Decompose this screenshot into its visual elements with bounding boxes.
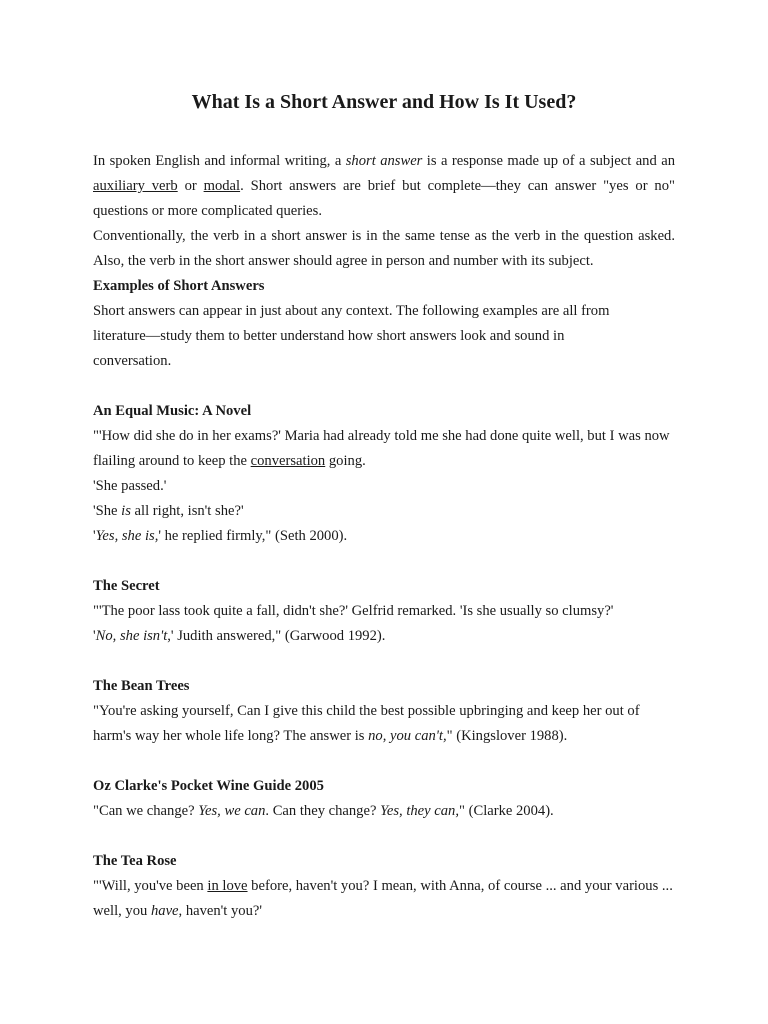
in-love-link[interactable]: in love (207, 878, 248, 894)
examples-paragraph: Short answers can appear in just about any context. The following examples are all from literature—study them to better understand how short answers look and sound in conversation. (93, 303, 610, 369)
secret-quote: "'The poor lass took quite a fall, didn't she?' Gelfrid remarked. 'Is she usually so clumsy?' (93, 603, 614, 619)
modal-link[interactable]: modal (203, 178, 241, 194)
quote-emphasis: no, you can't, (368, 728, 447, 744)
intro-text: is a response made up of a subject and an (422, 153, 675, 169)
document-body (93, 149, 675, 924)
quote-emphasis: have (150, 903, 179, 919)
quote-emphasis: is (121, 503, 131, 519)
page-title: What Is a Short Answer and How Is It Used? (191, 91, 577, 113)
equal-music-line (93, 499, 675, 524)
quote-text: "'Will, you've been (93, 878, 208, 894)
equal-music-heading: An Equal Music: A Novel (93, 403, 252, 419)
conversation-link[interactable]: conversation (250, 453, 326, 469)
oz-clarke-quote (93, 799, 675, 824)
convention-paragraph: Conventionally, the verb in a short answer is in the same tense as the verb in the question asked. Also, the verb in the short answer should agree in person and number with its subject. (93, 228, 675, 269)
secret-heading: The Secret (93, 578, 160, 594)
bean-trees-quote (93, 699, 675, 749)
intro-text: . Short answers are brief but complete—they can answer "yes or no" questions or more complicated queries. (93, 178, 675, 219)
quote-emphasis: Yes, she is, (95, 528, 159, 544)
quote-text: going. (325, 453, 366, 469)
quote-text: ' (93, 628, 96, 644)
quote-text: "Can we change? (93, 803, 199, 819)
quote-emphasis: No, she isn't (95, 628, 168, 644)
tea-rose-heading: The Tea Rose (93, 853, 177, 869)
quote-text: all right, isn't she?' (130, 503, 244, 519)
intro-text: or (177, 178, 204, 194)
short-answer-term: short answer (345, 153, 423, 169)
intro-text: In spoken English and informal writing, a (93, 153, 346, 169)
quote-text: " (Clarke 2004). (459, 803, 554, 819)
bean-trees-heading: The Bean Trees (93, 678, 190, 694)
quote-text: , haven't you?' (178, 903, 263, 919)
quote-text: 'She (93, 503, 122, 519)
quote-text: before, haven't you? I mean, with Anna, of course ... and your various ... well, you (93, 878, 673, 919)
equal-music-line: 'She passed.' (93, 478, 167, 494)
secret-line (93, 624, 675, 649)
quote-emphasis: Yes, we can (198, 803, 266, 819)
quote-text: "'How did she do in her exams?' Maria had already told me she had done quite well, but I was now flailing around to keep the (93, 428, 670, 469)
oz-clarke-heading: Oz Clarke's Pocket Wine Guide 2005 (93, 778, 324, 794)
intro-paragraph (93, 149, 675, 224)
tea-rose-quote (93, 874, 675, 924)
equal-music-quote (93, 424, 675, 474)
quote-text: ' he replied firmly," (Seth 2000). (158, 528, 348, 544)
quote-text: . Can they change? (265, 803, 381, 819)
quote-emphasis: Yes, they can, (380, 803, 459, 819)
quote-text: ' (93, 528, 96, 544)
quote-text: "You're asking yourself, Can I give this child the best possible upbringing and keep her out of harm's way her whole life long? The answer is (93, 703, 640, 744)
quote-text: " (Kingslover 1988). (446, 728, 568, 744)
examples-heading: Examples of Short Answers (93, 278, 265, 294)
equal-music-line (93, 524, 675, 549)
auxiliary-verb-link[interactable]: auxiliary verb (93, 178, 178, 194)
quote-text: ,' Judith answered," (Garwood 1992). (167, 628, 386, 644)
